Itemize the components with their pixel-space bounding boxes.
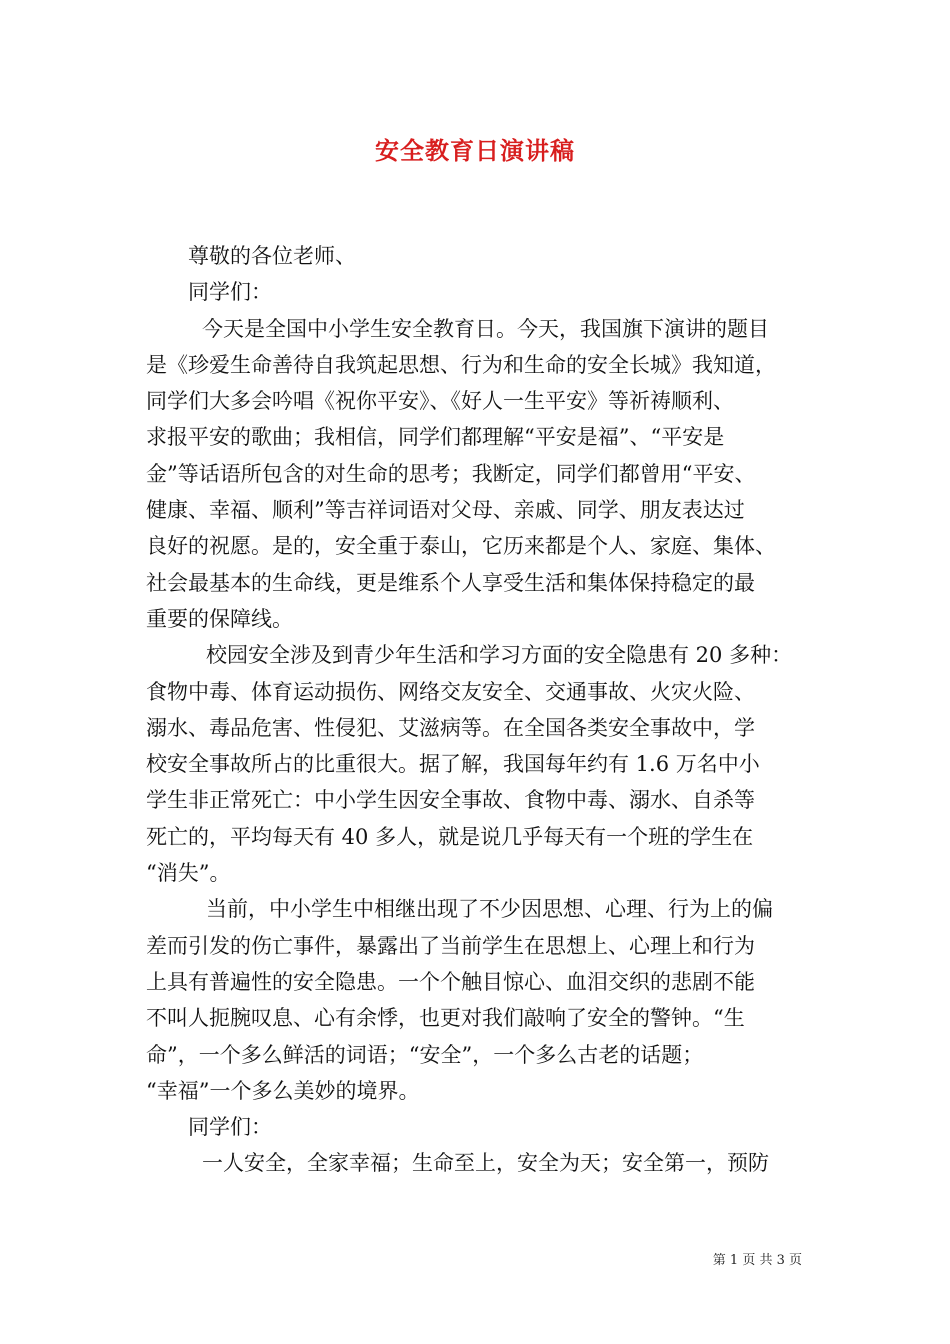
text-line: 食物中毒、体育运动损伤、网络交友安全、交通事故、火灾火险、 (146, 679, 755, 704)
text-line: 同学们： (188, 280, 272, 305)
text-line: 上具有普遍性的安全隐患。一个个触目惊心、血泪交织的悲剧不能 (146, 969, 755, 994)
text-line: 同学们大多会吟唱《祝你平安》、《好人一生平安》等祈祷顺利、 (146, 389, 734, 414)
text-line: 同学们： (188, 1115, 272, 1140)
text-line: 命”，一个多么鲜活的词语；“安全”，一个多么古老的话题； (146, 1042, 704, 1067)
text-line: 健康、幸福、顺利”等吉祥词语对父母、亲戚、同学、朋友表达过 (146, 498, 745, 523)
text-line: 不叫人扼腕叹息、心有余悸，也更对我们敲响了安全的警钟。“生 (146, 1006, 745, 1031)
text-line: 重要的保障线。 (146, 606, 293, 631)
text-line: 溺水、毒品危害、性侵犯、艾滋病等。在全国各类安全事故中，学 (146, 715, 755, 740)
text-line: “消失”。 (146, 861, 231, 886)
page-number-footer: 第 1 页 共 3 页 (712, 1253, 802, 1268)
text-line: 死亡的，平均每天有 40 多人，就是说几乎每天有一个班的学生在 (146, 824, 754, 849)
text-line: 一人安全，全家幸福；生命至上，安全为天；安全第一，预防 (202, 1151, 769, 1176)
text-line: 学生非正常死亡：中小学生因安全事故、食物中毒、溺水、自杀等 (146, 788, 755, 813)
text-line: 尊敬的各位老师、 (188, 244, 356, 268)
document-title: 安全教育日演讲稿 (375, 136, 575, 165)
text-line: 当前，中小学生中相继出现了不少因思想、心理、行为上的偏 (206, 897, 773, 922)
text-line: 今天是全国中小学生安全教育日。今天，我国旗下演讲的题目 (202, 316, 769, 341)
text-line: “幸福”一个多么美妙的境界。 (146, 1078, 420, 1103)
text-line: 金”等话语所包含的对生命的思考；我断定，同学们都曾用“平安、 (146, 461, 756, 486)
text-line: 良好的祝愿。是的，安全重于泰山，它历来都是个人、家庭、集体、 (146, 534, 776, 559)
text-line: 社会最基本的生命线，更是维系个人享受生活和集体保持稳定的最 (146, 570, 755, 595)
text-line: 校安全事故所占的比重很大。据了解，我国每年约有 1.6 万名中小 (146, 752, 760, 777)
document-body (146, 238, 810, 1182)
text-line: 是《珍爱生命善待自我筑起思想、行为和生命的安全长城》我知道， (146, 352, 776, 377)
text-line: 求报平安的歌曲；我相信，同学们都理解“平安是福”、“平安是 (146, 425, 725, 450)
text-line: 校园安全涉及到青少年生活和学习方面的安全隐患有 20 多种： (206, 643, 793, 668)
text-line: 差而引发的伤亡事件，暴露出了当前学生在思想上、心理上和行为 (146, 933, 755, 958)
